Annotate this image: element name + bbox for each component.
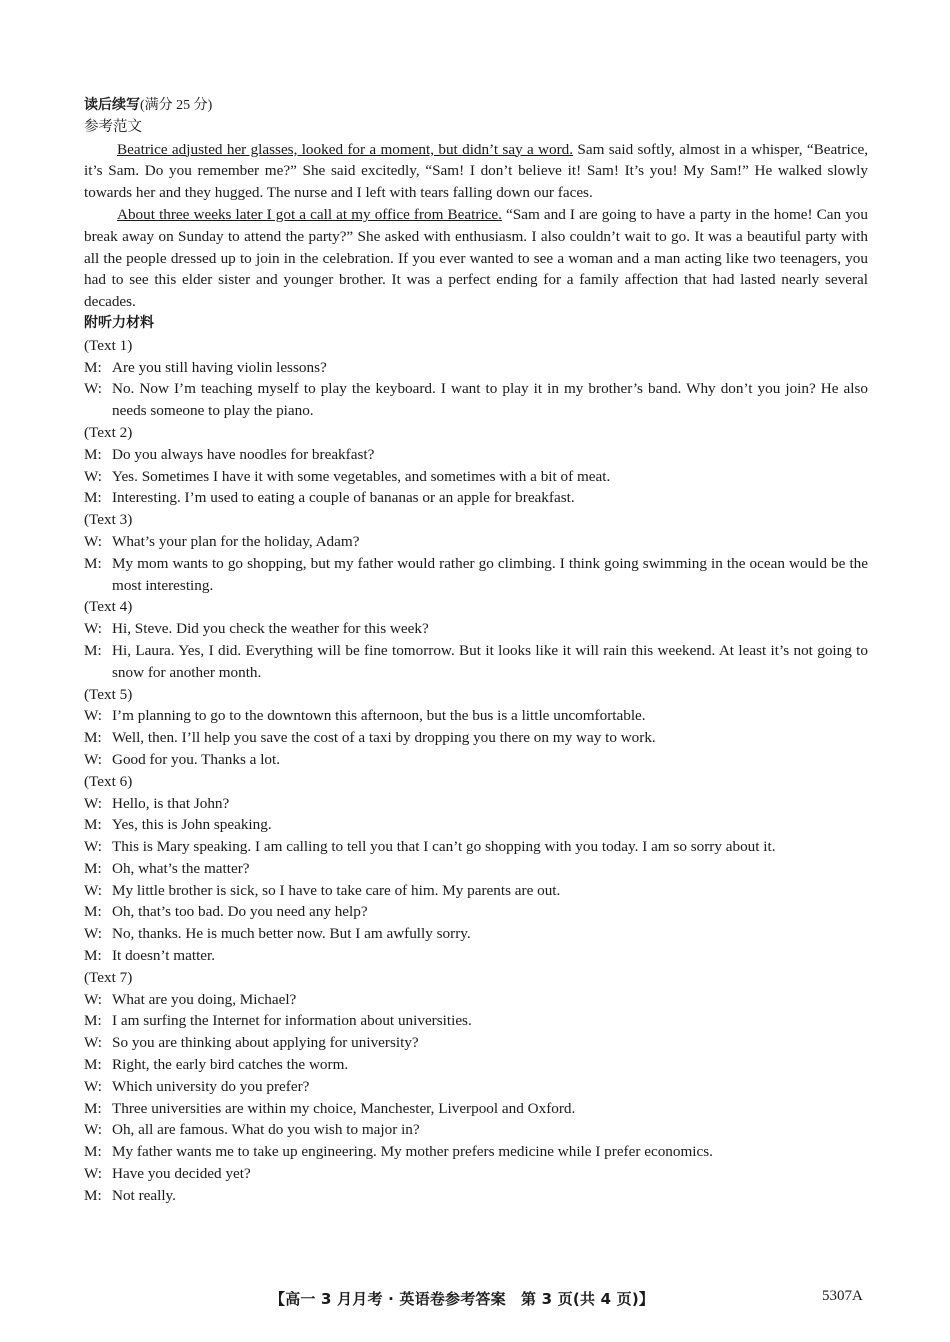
utterance-text: No. Now I’m teaching myself to play the keyboard. I want to play it in my brother’s band. Why don’t you join? He also needs someone to play the piano. <box>112 380 868 420</box>
utterance-text: Which university do you prefer? <box>112 1077 310 1095</box>
utterance-text: Good for you. Thanks a lot. <box>112 750 281 768</box>
speaker-label: W: <box>84 838 102 856</box>
page-content <box>84 95 868 1207</box>
speaker-label: M: <box>84 947 102 965</box>
dialogue-line <box>84 618 868 640</box>
utterance-text: My little brother is sick, so I have to take care of him. My parents are out. <box>112 881 561 899</box>
essay-paragraph-1 <box>84 139 868 204</box>
utterance-text: My father wants me to take up engineering. My mother prefers medicine while I prefer economics. <box>112 1143 713 1161</box>
speaker-label: W: <box>84 881 102 899</box>
speaker-label: M: <box>84 729 102 747</box>
dialogue-line <box>84 836 868 858</box>
utterance-text: I’m planning to go to the downtown this afternoon, but the bus is a little uncomfortable. <box>112 707 646 725</box>
speaker-label: M: <box>84 445 102 463</box>
dialogue-line <box>84 553 868 597</box>
speaker-label: M: <box>84 358 102 376</box>
utterance-text: Hello, is that John? <box>112 794 230 812</box>
speaker-label: M: <box>84 903 102 921</box>
speaker-label: W: <box>84 1034 102 1052</box>
utterance-text: Well, then. I’ll help you save the cost of a taxi by dropping you there on my way to work. <box>112 729 656 747</box>
dialogue-line <box>84 858 868 880</box>
dialogue-line <box>84 1076 868 1098</box>
dialogue-line <box>84 989 868 1011</box>
speaker-label: M: <box>84 816 102 834</box>
utterance-text: What are you doing, Michael? <box>112 990 297 1008</box>
speaker-label: W: <box>84 1165 102 1183</box>
dialogue-line <box>84 1032 868 1054</box>
utterance-text: I am surfing the Internet for information about universities. <box>112 1012 472 1030</box>
listening-heading: 附听力材料 <box>84 314 154 331</box>
section-heading <box>84 95 868 117</box>
utterance-text: No, thanks. He is much better now. But I am awfully sorry. <box>112 925 471 943</box>
dialogue-line <box>84 1098 868 1120</box>
dialogue-line <box>84 487 868 509</box>
dialogue-line <box>84 531 868 553</box>
footer-code: 5307A <box>822 1288 863 1304</box>
speaker-label: W: <box>84 1077 102 1095</box>
dialogue-line <box>84 1054 868 1076</box>
speaker-label: W: <box>84 1121 102 1139</box>
speaker-label: M: <box>84 1186 102 1204</box>
listening-transcripts <box>84 335 868 1207</box>
dialogue-line <box>84 749 868 771</box>
speaker-label: M: <box>84 489 102 507</box>
dialogue-line <box>84 357 868 379</box>
speaker-label: W: <box>84 467 102 485</box>
speaker-label: W: <box>84 750 102 768</box>
dialogue-line <box>84 727 868 749</box>
essay-p1-underlined-lead: Beatrice adjusted her glasses, looked for a moment, but didn’t say a word. <box>117 140 574 158</box>
text-label: (Text 2) <box>84 423 133 441</box>
speaker-label: M: <box>84 1056 102 1074</box>
dialogue-line <box>84 793 868 815</box>
speaker-label: W: <box>84 532 102 550</box>
speaker-label: W: <box>84 990 102 1008</box>
speaker-label: M: <box>84 859 102 877</box>
utterance-text: My mom wants to go shopping, but my father would rather go climbing. I think going swimming in the ocean would be the most interesting. <box>112 554 868 594</box>
essay-p2-body: “Sam and I are going to have a party in the home! Can you break away on Sunday to attend the party?” She asked with enthusiasm. I also couldn’t wait to go. It was a beautiful party with all the people dressed up to join in the celebration. If you ever wanted to see a woman and a man acting like two teenagers, you had to see this elder sister and younger brother. It was a perfect ending for a family affection that had lasted nearly several decades. <box>84 205 868 311</box>
dialogue-line <box>84 1119 868 1141</box>
text-label: (Text 1) <box>84 336 133 354</box>
utterance-text: Hi, Laura. Yes, I did. Everything will be fine tomorrow. But it looks like it will rain this weekend. At least it’s not going to snow for another month. <box>112 641 868 681</box>
section-subtitle: 参考范文 <box>84 118 142 135</box>
utterance-text: Hi, Steve. Did you check the weather for this week? <box>112 620 429 638</box>
essay-paragraph-2 <box>84 204 868 313</box>
speaker-label: W: <box>84 380 102 398</box>
dialogue-line <box>84 1163 868 1185</box>
utterance-text: Do you always have noodles for breakfast? <box>112 445 375 463</box>
essay-p1-body: Sam said softly, almost in a whisper, “Beatrice, it’s Sam. Do you remember me?” She said excitedly, “Sam! I don’t believe it! Sam! It’s you! My Sam!” He walked slowly towards her and they hugged. The nurse and I left with tears falling down our faces. <box>84 140 868 202</box>
utterance-text: Yes. Sometimes I have it with some vegetables, and sometimes with a bit of meat. <box>112 467 611 485</box>
dialogue-line <box>84 945 868 967</box>
essay-p2-underlined-lead: About three weeks later I got a call at my office from Beatrice. <box>117 205 502 223</box>
text-label: (Text 5) <box>84 685 133 703</box>
dialogue-line <box>84 880 868 902</box>
dialogue-line <box>84 378 868 422</box>
utterance-text: Three universities are within my choice, Manchester, Liverpool and Oxford. <box>112 1099 576 1117</box>
section-score: (满分 25 分) <box>140 98 213 113</box>
speaker-label: M: <box>84 1099 102 1117</box>
utterance-text: Not really. <box>112 1186 176 1204</box>
dialogue-line <box>84 814 868 836</box>
text-label: (Text 3) <box>84 511 133 529</box>
utterance-text: So you are thinking about applying for university? <box>112 1034 419 1052</box>
utterance-text: Oh, what’s the matter? <box>112 859 250 877</box>
dialogue-line <box>84 1010 868 1032</box>
dialogue-line <box>84 923 868 945</box>
footer-page-info: 【高一 3 月月考 · 英语卷参考答案 第 3 页(共 4 页)】 <box>270 1290 655 1308</box>
dialogue-line <box>84 1141 868 1163</box>
speaker-label: W: <box>84 925 102 943</box>
dialogue-line <box>84 466 868 488</box>
dialogue-line <box>84 1185 868 1207</box>
speaker-label: W: <box>84 707 102 725</box>
section-title: 读后续写 <box>84 97 140 113</box>
speaker-label: W: <box>84 620 102 638</box>
utterance-text: Right, the early bird catches the worm. <box>112 1056 349 1074</box>
speaker-label: M: <box>84 1143 102 1161</box>
utterance-text: Have you decided yet? <box>112 1165 251 1183</box>
utterance-text: Yes, this is John speaking. <box>112 816 272 834</box>
speaker-label: M: <box>84 554 102 572</box>
utterance-text: It doesn’t matter. <box>112 947 216 965</box>
utterance-text: Oh, all are famous. What do you wish to major in? <box>112 1121 420 1139</box>
dialogue-line <box>84 705 868 727</box>
text-label: (Text 7) <box>84 968 133 986</box>
text-label: (Text 4) <box>84 598 133 616</box>
speaker-label: W: <box>84 794 102 812</box>
dialogue-line <box>84 640 868 684</box>
dialogue-line <box>84 444 868 466</box>
utterance-text: Are you still having violin lessons? <box>112 358 327 376</box>
dialogue-line <box>84 901 868 923</box>
speaker-label: M: <box>84 641 102 659</box>
utterance-text: Interesting. I’m used to eating a couple of bananas or an apple for breakfast. <box>112 489 575 507</box>
utterance-text: What’s your plan for the holiday, Adam? <box>112 532 360 550</box>
utterance-text: This is Mary speaking. I am calling to tell you that I can’t go shopping with you today. I am so sorry about it. <box>112 838 776 856</box>
speaker-label: M: <box>84 1012 102 1030</box>
text-label: (Text 6) <box>84 772 133 790</box>
utterance-text: Oh, that’s too bad. Do you need any help? <box>112 903 368 921</box>
